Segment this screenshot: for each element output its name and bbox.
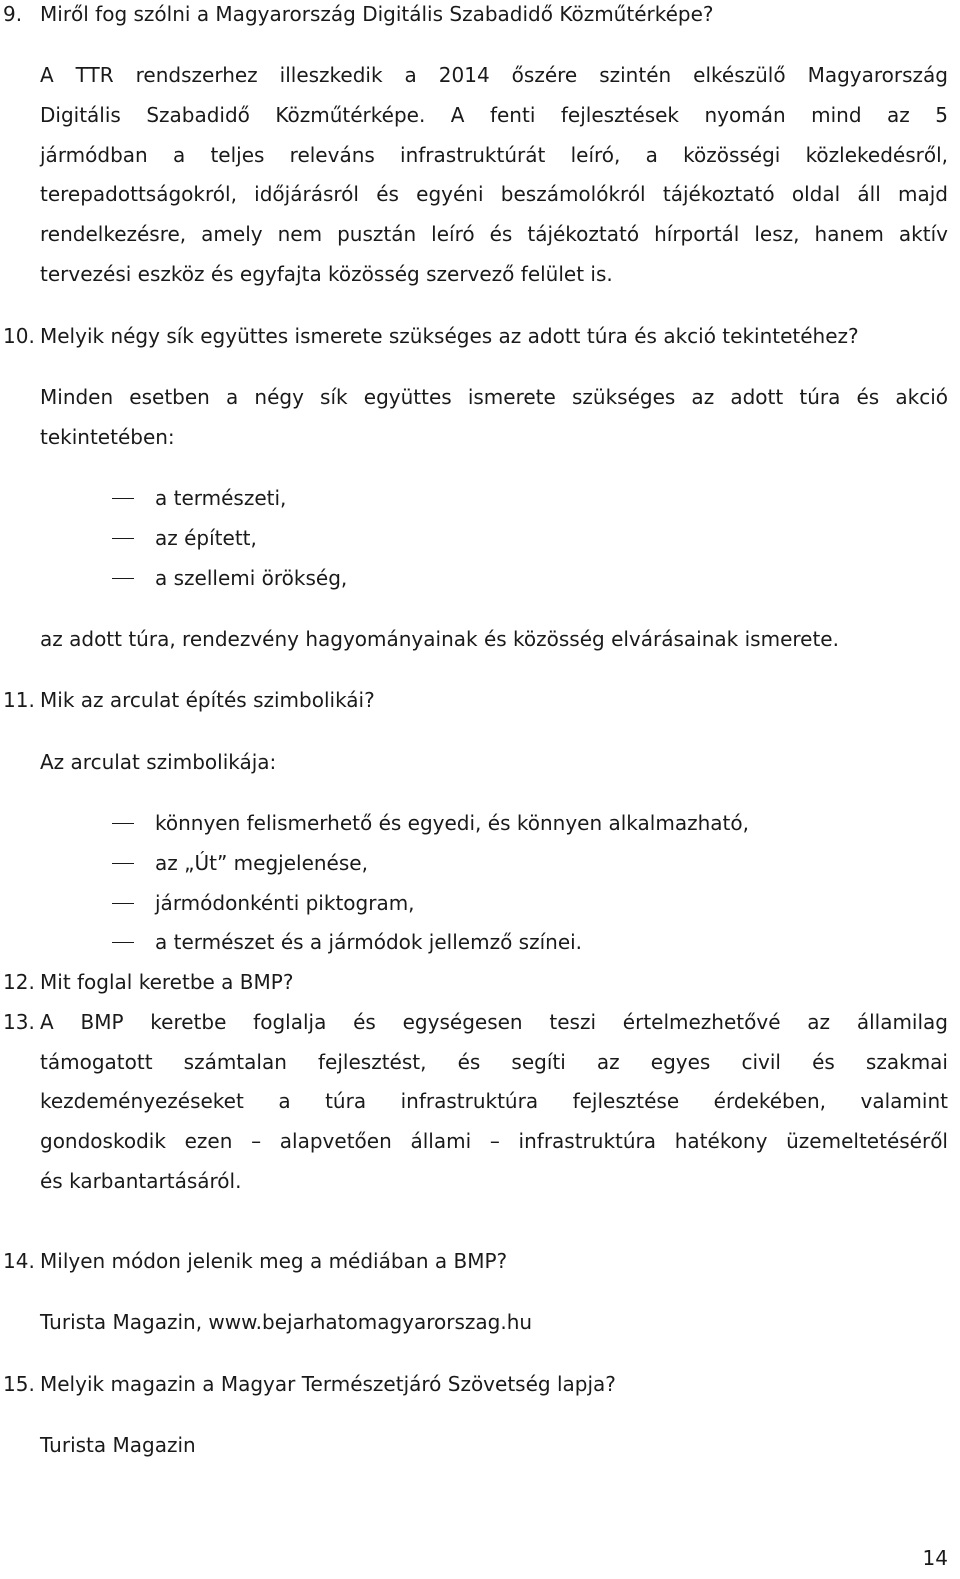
question-text: Milyen módon jelenik meg a médiában a BMP?: [40, 1249, 508, 1273]
question-number: 13.: [3, 1010, 35, 1034]
question-number: 12.: [3, 970, 35, 994]
question-number: 15.: [3, 1372, 35, 1396]
dash-bullet-icon: [112, 578, 134, 579]
question-number: 14.: [3, 1249, 35, 1273]
question-text: Melyik magazin a Magyar Természetjáró Szövetség lapja?: [40, 1372, 616, 1396]
dash-bullet-icon: [112, 498, 134, 499]
dash-bullet-icon: [112, 903, 134, 904]
question-number: 9.: [3, 2, 23, 26]
dash-bullet-icon: [112, 942, 134, 943]
dash-bullet-icon: [112, 823, 134, 824]
question-text: Mik az arculat építés szimbolikái?: [40, 688, 375, 712]
dash-bullet-icon: [112, 538, 134, 539]
question-text: Mit foglal keretbe a BMP?: [40, 970, 294, 994]
page-number: 14: [922, 1546, 948, 1570]
dash-bullet-icon: [112, 863, 134, 864]
question-number: 10.: [3, 324, 35, 348]
question-number: 11.: [3, 688, 35, 712]
question-text: Miről fog szólni a Magyarország Digitális Szabadidő Közműtérképe?: [40, 2, 714, 26]
question-text: Melyik négy sík együttes ismerete szükséges az adott túra és akció tekintetéhez?: [40, 324, 859, 348]
